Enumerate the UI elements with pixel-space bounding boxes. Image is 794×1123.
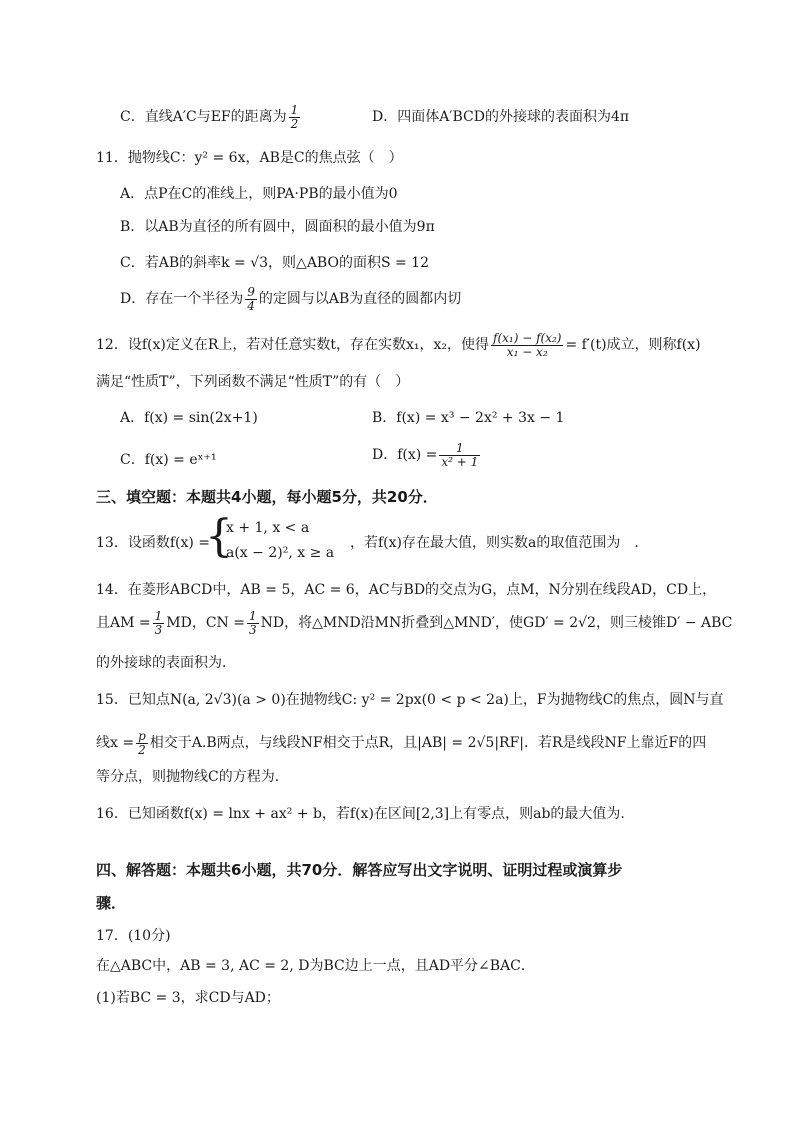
q11-option-a: A．点P在C的准线上，则PA·PB的最小值为0 <box>120 186 398 202</box>
q11-option-b: B．以AB为直径的所有圆中，圆面积的最小值为9π <box>120 219 435 235</box>
q14-line3: 的外接球的表面积为． <box>96 655 236 671</box>
q12-stem-line1 <box>96 332 701 358</box>
q14-text-c: ND，将△MND沿MN折叠到△MND′，使GD′ = 2√2，则三棱锥D′ − ABC <box>260 615 733 632</box>
q11d-text-b: 的定圆与以AB为直径的圆都内切 <box>258 291 462 308</box>
denominator: x² + 1 <box>441 454 479 469</box>
denominator: 2 <box>138 742 146 757</box>
q12-stem-line2: 满足“性质T”，下列函数不满足“性质T”的有（ ） <box>96 374 410 390</box>
numerator: 1 <box>439 442 480 456</box>
q13-prefix: 13．设函数f(x) = <box>96 535 210 551</box>
q12-text-b: = f′(t)成立，则称f(x) <box>565 337 701 354</box>
section-4-heading-line1: 四、解答题：本题共6小题，共70分．解答应写出文字说明、证明过程或演算步 <box>96 861 623 879</box>
q17-part1: (1)若BC = 3，求CD与AD； <box>96 990 280 1006</box>
fraction <box>247 610 259 636</box>
q12-text-a: 12．设f(x)定义在R上，若对任意实数t，存在实数x₁，x₂，使得 <box>96 337 489 354</box>
fraction <box>153 610 165 636</box>
denominator: 2 <box>290 116 299 131</box>
q12-option-c: C．f(x) = eˣ⁺¹ <box>120 452 217 468</box>
q11d-text-a: D．存在一个半径为 <box>120 291 244 308</box>
numerator: 1 <box>248 609 257 623</box>
fraction <box>439 442 480 468</box>
q13-case-2: a(x − 2)², x ≥ a <box>226 545 335 561</box>
fraction <box>491 332 563 358</box>
piecewise-brace: { <box>205 511 233 562</box>
q11-stem: 11．抛物线C：y² = 6x，AB是C的焦点弦（ ） <box>96 150 403 166</box>
q15-line2 <box>96 730 706 756</box>
q14-line1: 14．在菱形ABCD中，AB = 5，AC = 6，AC与BD的交点为G，点M，N分别在线段AD，CD上， <box>96 582 717 598</box>
fraction <box>289 104 301 130</box>
fraction <box>136 730 148 756</box>
q13-case-1: x + 1, x < a <box>226 520 310 536</box>
denominator: 3 <box>248 622 257 637</box>
q10-option-d: D．四面体A′BCD的外接球的表面积为4π <box>372 109 630 125</box>
numerator: 9 <box>247 285 255 299</box>
q11-option-d <box>120 286 461 312</box>
q12-option-a: A．f(x) = sin(2x+1) <box>120 410 258 426</box>
q17-header: 17．(10分) <box>96 928 171 944</box>
section-4-heading-line2: 骤． <box>96 894 127 912</box>
section-3-heading: 三、填空题：本题共4小题，每小题5分，共20分． <box>96 488 438 506</box>
q15-line1: 15．已知点N(a, 2√3)(a > 0)在抛物线C: y² = 2px(0 < p < 2a)上，F为抛物线C的焦点，圆N与直 <box>96 692 724 708</box>
q14-line2 <box>96 610 732 636</box>
numerator: 1 <box>154 609 163 623</box>
denominator: 3 <box>154 622 163 637</box>
q11-option-c: C．若AB的斜率k = √3，则△ABO的面积S = 12 <box>120 255 429 271</box>
q15-line3: 等分点，则抛物线C的方程为． <box>96 769 289 785</box>
q12-option-b: B．f(x) = x³ − 2x² + 3x − 1 <box>372 410 565 426</box>
q14-text-b: MD，CN = <box>166 615 245 632</box>
q10c-text: C．直线A′C与EF的距离为 <box>120 109 287 126</box>
q10-option-c <box>120 104 302 130</box>
q15-text-b: 相交于A.B两点，与线段NF相交于点R，且|AB| = 2√5|RF|．若R是线段NF上靠近F的四 <box>149 735 707 752</box>
denominator: 4 <box>247 298 255 313</box>
q13-suffix: ，若f(x)存在最大值，则实数a的取值范围为 ． <box>350 535 649 551</box>
q16: 16．已知函数f(x) = lnx + ax² + b，若f(x)在区间[2,3]上有零点，则ab的最大值为. <box>96 806 625 822</box>
q14-text-a: 且AM = <box>96 615 151 632</box>
numerator: 1 <box>290 103 299 117</box>
numerator: p <box>138 729 146 743</box>
q12-option-d <box>372 442 482 468</box>
q17-stem: 在△ABC中，AB = 3, AC = 2, D为BC边上一点，且AD平分∠BAC． <box>96 958 535 974</box>
fraction <box>245 286 257 312</box>
numerator: f(x₁) − f(x₂) <box>493 331 562 345</box>
q12d-text: D．f(x) = <box>372 447 438 464</box>
denominator: x₁ − x₂ <box>506 344 548 359</box>
q15-text-a: 线x = <box>96 735 135 752</box>
